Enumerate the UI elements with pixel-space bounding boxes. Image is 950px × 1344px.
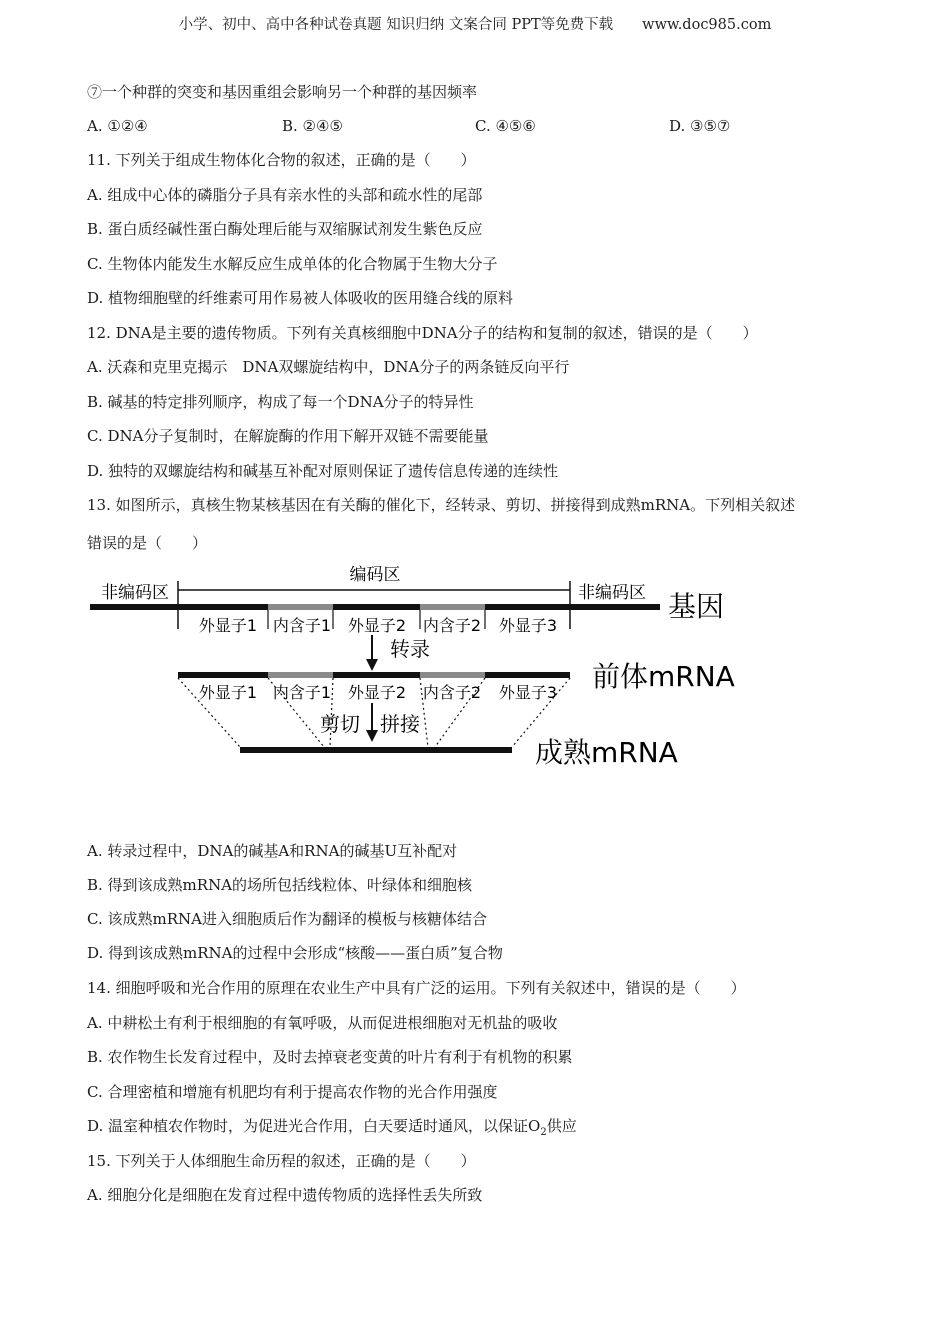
q15-stem: 15. 下列关于人体细胞生命历程的叙述，正确的是（ ） xyxy=(87,1152,476,1170)
fig-intron2-label: 内含子2 xyxy=(422,616,482,635)
page-header: 小学、初中、高中各种试卷真题 知识归纳 文案合同 PPT等免费下载 www.doc985.com xyxy=(178,17,772,33)
fig-pre-intron2-bar xyxy=(420,672,485,678)
fig-mature-mrna-label: 成熟mRNA xyxy=(535,736,678,769)
q13-option-a: A. 转录过程中，DNA的碱基A和RNA的碱基U互补配对 xyxy=(87,842,458,860)
fig-cut-label: 剪切 xyxy=(320,712,360,736)
fig-pre-intron2-label: 内含子2 xyxy=(422,683,482,702)
q13-stem-line2: 错误的是（ ） xyxy=(87,534,208,552)
q10-option-b: B. ②④⑤ xyxy=(282,117,343,135)
q12-stem: 12. DNA是主要的遗传物质。下列有关真核细胞中DNA分子的结构和复制的叙述，错误的是（ ） xyxy=(87,324,758,342)
q12-option-d: D. 独特的双螺旋结构和碱基互补配对原则保证了遗传信息传递的连续性 xyxy=(87,462,559,480)
q12-option-b: B. 碱基的特定排列顺序，构成了每一个DNA分子的特异性 xyxy=(87,393,474,411)
q10-item-7: ⑦一个种群的突变和基因重组会影响另一个种群的基因频率 xyxy=(87,83,478,101)
q10-option-a: A. ①②④ xyxy=(87,117,148,135)
fig-mature-mrna-bar xyxy=(240,747,512,753)
fig-pre-exon2-label: 外显子2 xyxy=(347,683,407,702)
q14-option-d-subscript: 2 xyxy=(540,1127,547,1138)
fig-gene-exon2-bar xyxy=(333,604,420,610)
fig-gene-label: 基因 xyxy=(668,590,725,623)
fig-splice-arrowhead xyxy=(366,730,378,742)
fig-gene-intron1-bar xyxy=(268,604,333,610)
fig-splice-label: 拼接 xyxy=(380,712,420,736)
q10-option-c: C. ④⑤⑥ xyxy=(475,117,536,135)
q12-option-c: C. DNA分子复制时，在解旋酶的作用下解开双链不需要能量 xyxy=(87,427,489,445)
q12-option-a: A. 沃森和克里克揭示 DNA双螺旋结构中，DNA分子的两条链反向平行 xyxy=(87,358,570,376)
fig-intron1-label: 内含子1 xyxy=(272,616,332,635)
q14-option-b: B. 农作物生长发育过程中，及时去掉衰老变黄的叶片有利于有机物的积累 xyxy=(87,1048,573,1066)
q13-stem-line1: 13. 如图所示，真核生物某核基因在有关酶的催化下，经转录、剪切、拼接得到成熟mRNA。下列相关叙述 xyxy=(87,496,796,514)
fig-coding-label: 编码区 xyxy=(349,565,401,585)
fig-pre-mrna-label: 前体mRNA xyxy=(592,660,735,693)
fig-transcription-label: 转录 xyxy=(390,637,430,661)
fig-pre-intron1-bar xyxy=(268,672,333,678)
fig-gene-intron2-bar xyxy=(420,604,485,610)
q14-option-d xyxy=(87,1116,577,1143)
fig-noncoding-right-label: 非编码区 xyxy=(578,583,646,603)
q10-option-d: D. ③⑤⑦ xyxy=(669,117,731,135)
fig-exon3-label: 外显子3 xyxy=(498,616,558,635)
q14-option-a: A. 中耕松土有利于根细胞的有氧呼吸，从而促进根细胞对无机盐的吸收 xyxy=(87,1014,558,1032)
fig-pre-intron1-label: 内含子1 xyxy=(272,683,332,702)
fig-pre-exon3-label: 外显子3 xyxy=(498,683,558,702)
q13-option-c: C. 该成熟mRNA进入细胞质后作为翻译的模板与核糖体结合 xyxy=(87,910,487,928)
fig-pre-exon1-bar xyxy=(178,672,268,678)
fig-gene-exon3-bar xyxy=(485,604,660,610)
q11-option-d: D. 植物细胞壁的纤维素可用作易被人体吸收的医用缝合线的原料 xyxy=(87,289,514,307)
q11-stem: 11. 下列关于组成生物体化合物的叙述，正确的是（ ） xyxy=(87,151,476,169)
q11-option-b: B. 蛋白质经碱性蛋白酶处理后能与双缩脲试剂发生紫色反应 xyxy=(87,220,483,238)
q11-option-a: A. 组成中心体的磷脂分子具有亲水性的头部和疏水性的尾部 xyxy=(87,186,483,204)
fig-gene-exon1-bar xyxy=(90,604,268,610)
q14-option-c: C. 合理密植和增施有机肥均有利于提高农作物的光合作用强度 xyxy=(87,1083,498,1101)
q14-option-d-text: D. 温室种植农作物时，为促进光合作用，白天要适时通风，以保证O xyxy=(87,1117,541,1135)
q14-stem: 14. 细胞呼吸和光合作用的原理在农业生产中具有广泛的运用。下列有关叙述中，错误的是（ ） xyxy=(87,979,746,997)
q13-option-d: D. 得到该成熟mRNA的过程中会形成“核酸——蛋白质”复合物 xyxy=(87,944,503,962)
gene-splicing-figure xyxy=(0,555,950,780)
fig-transcription-arrowhead xyxy=(366,659,378,671)
fig-pre-exon3-bar xyxy=(485,672,570,678)
q13-option-b: B. 得到该成熟mRNA的场所包括线粒体、叶绿体和细胞核 xyxy=(87,876,473,894)
fig-exon1-label: 外显子1 xyxy=(198,616,258,635)
q14-option-d-tail: 供应 xyxy=(546,1117,577,1135)
q15-option-a: A. 细胞分化是细胞在发育过程中遗传物质的选择性丢失所致 xyxy=(87,1186,483,1204)
fig-exon2-label: 外显子2 xyxy=(347,616,407,635)
q11-option-c: C. 生物体内能发生水解反应生成单体的化合物属于生物大分子 xyxy=(87,255,498,273)
fig-pre-exon2-bar xyxy=(333,672,420,678)
fig-noncoding-left-label: 非编码区 xyxy=(101,583,169,603)
fig-pre-exon1-label: 外显子1 xyxy=(198,683,258,702)
